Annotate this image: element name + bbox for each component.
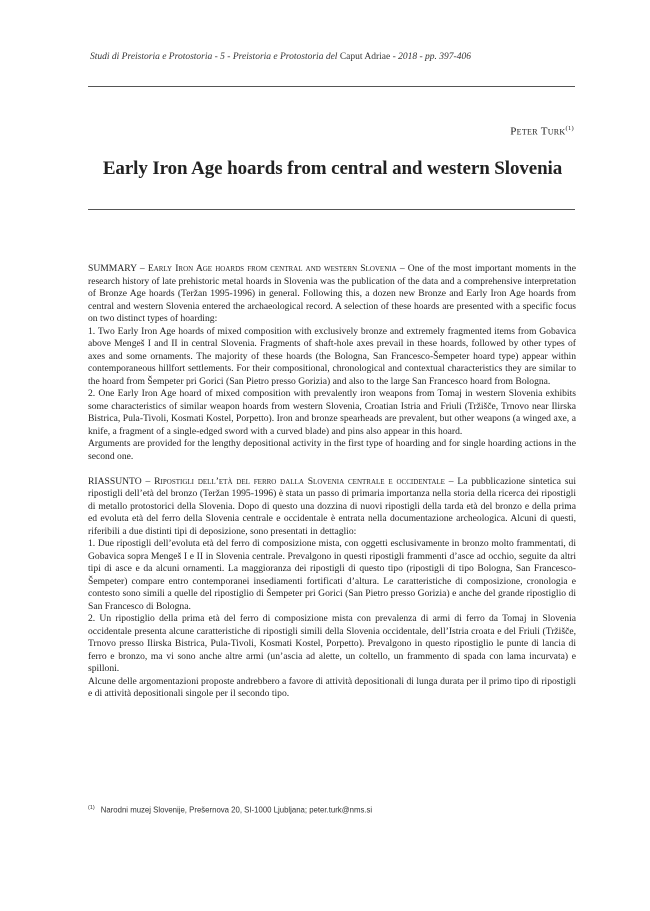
abstract-body — [88, 263, 576, 701]
author-footnote — [88, 805, 576, 815]
top-rule — [88, 86, 575, 87]
riassunto-point-2: 2. Un ripostiglio della prima età del ferro di composizione mista con prevalenza di armi di ferro da Tomaj in Slovenia occidentale presenta alcune caratteristiche di ripostigli simili della Slovenia occidentale, dell’Istria croata e del Friuli (Tržišče, Trnovo presso Ilirska Bistrica, Pula-Tivoli, Kosmati Kostel, Porpetto). Prevalgono in questo ripostiglio le punte di lancia di ferro e bronzo, ma vi sono anche altre armi (un’ascia ad alette, un coltello, un frammento di spada con lama incurvata) e spilloni. — [88, 613, 576, 674]
summary-intro-text: One of the most important moments in the research history of late prehistoric metal hoards in Slovenia was the publication of the data and a comprehensive interpretation of Bronze Age hoards (Teržan 1995-1996) in general. Following this, a dozen new Bronze and Early Iron Age hoards from central and western Slovenia entered the archaeological record. A selection of these hoards are presented with a specific focus on two distinct types of hoarding: — [88, 263, 576, 324]
riassunto-intro — [88, 476, 576, 539]
riassunto-dash: – — [444, 475, 458, 487]
title-rule — [88, 209, 575, 210]
section-gap — [88, 463, 576, 476]
author-name — [510, 125, 574, 138]
footnote-text: Narodni muzej Slovenije, Prešernova 20, SI-1000 Ljubljana; peter.turk@nms.si — [100, 805, 373, 815]
summary-subtitle: Early Iron Age hoards from central and western Slovenia — [147, 263, 397, 274]
running-head-caput: Caput Adriae — [339, 52, 391, 62]
author-text: Peter Turk — [510, 125, 566, 138]
footnote-mark: (1) — [88, 805, 95, 811]
running-head-series: Studi di Preistoria e Protostoria - 5 - Preistoria e Protostoria del — [90, 52, 340, 62]
summary-label: SUMMARY – — [88, 263, 148, 274]
riassunto-point-1: 1. Due ripostigli dell’evoluta età del ferro di composizione mista, con oggetti esclusivamente in bronzo molto frammentati, di Gobavica sopra Mengeš I e II in Slovenia centrale. Prevalgono in questi ripostigli frammenti d’asce ad occhio, seguite da altri tipi di asce e da alcuni ornamenti. La maggioranza dei ripostigli di questo tipo (ripostigli di tipo Bologna, San Francesco-Šempeter) compare entro contemporanei insediamenti fortificati d’altura. Le caratteristiche di composizione, cronologia e contesto sono simili a quelle del ripostiglio di Šempeter pri Gorici (San Pietro presso Gorizia) e anche del grande ripostiglio di San Francesco di Bologna. — [88, 538, 576, 612]
running-head — [90, 52, 570, 62]
article-title: Early Iron Age hoards from central and western Slovenia — [102, 158, 563, 179]
riassunto-label: RIASSUNTO – — [88, 475, 155, 487]
summary-intro — [88, 263, 576, 326]
summary-conclusion: Arguments are provided for the lengthy depositional activity in the first type of hoarding and for single hoarding actions in the second one. — [88, 438, 576, 462]
summary-dash: – — [396, 263, 408, 274]
running-head-pages: - 2018 - pp. 397-406 — [390, 52, 471, 62]
riassunto-subtitle: Ripostigli dell’età del ferro dalla Slovenia centrale e occidentale — [154, 475, 445, 487]
riassunto-conclusion: Alcune delle argomentazioni proposte andrebbero a favore di attività depositionali di lunga durata per il primo tipo di ripostigli e di attività depositionali singole per il secondo tipo. — [88, 675, 576, 699]
author-note-mark: (1) — [565, 125, 574, 132]
summary-point-2: 2. One Early Iron Age hoard of mixed composition with prevalently iron weapons from Tomaj in western Slovenia exhibits some characteristics of similar weapon hoards from western Slovenia, Croatian Istria and Friuli (Tržišče, Trnovo near Ilirska Bistrica, Pula-Tivoli, Kosmati Kostel, Porpetto). Iron and bronze spearheads are prevalent, but other weapons (a winged axe, a knife, a fragment of a single-edged sword with a curved blade) and pins also appear in this hoard. — [88, 388, 576, 437]
riassunto-intro-text: La pubblicazione sintetica sui ripostigli dell’età del bronzo (Teržan 1995-1996) è stata un passo di primaria importanza nella storia della ricerca dei ripostigli di metallo protostorici della Slovenia. Dopo di questo una dozzina di nuovi ripostigli della tarda età del bronzo e della prima ed evoluta età del ferro della Slovenia centrale e occidentale è entrata nella documentazione archeologica. Alcuni di questi, riferibili a due distinti tipi di deposizione, sono presentati in dettaglio: — [88, 475, 576, 537]
summary-point-1: 1. Two Early Iron Age hoards of mixed composition with exclusively bronze and extremely fragmented items from Gobavica above Mengeš I and II in central Slovenia. Fragments of shaft-hole axes prevail in these hoards, followed by other types of axes and some ornaments. The majority of these hoards (the Bologna, San Francesco-Šempeter hoard type) appear within contemporaneous hillfort settlements. For their compositional, chronological and contextual characteristics they are similar to the hoard from Šempeter pri Gorici (San Pietro presso Gorizia) and also to the large San Francesco hoard from Bologna. — [88, 325, 576, 387]
